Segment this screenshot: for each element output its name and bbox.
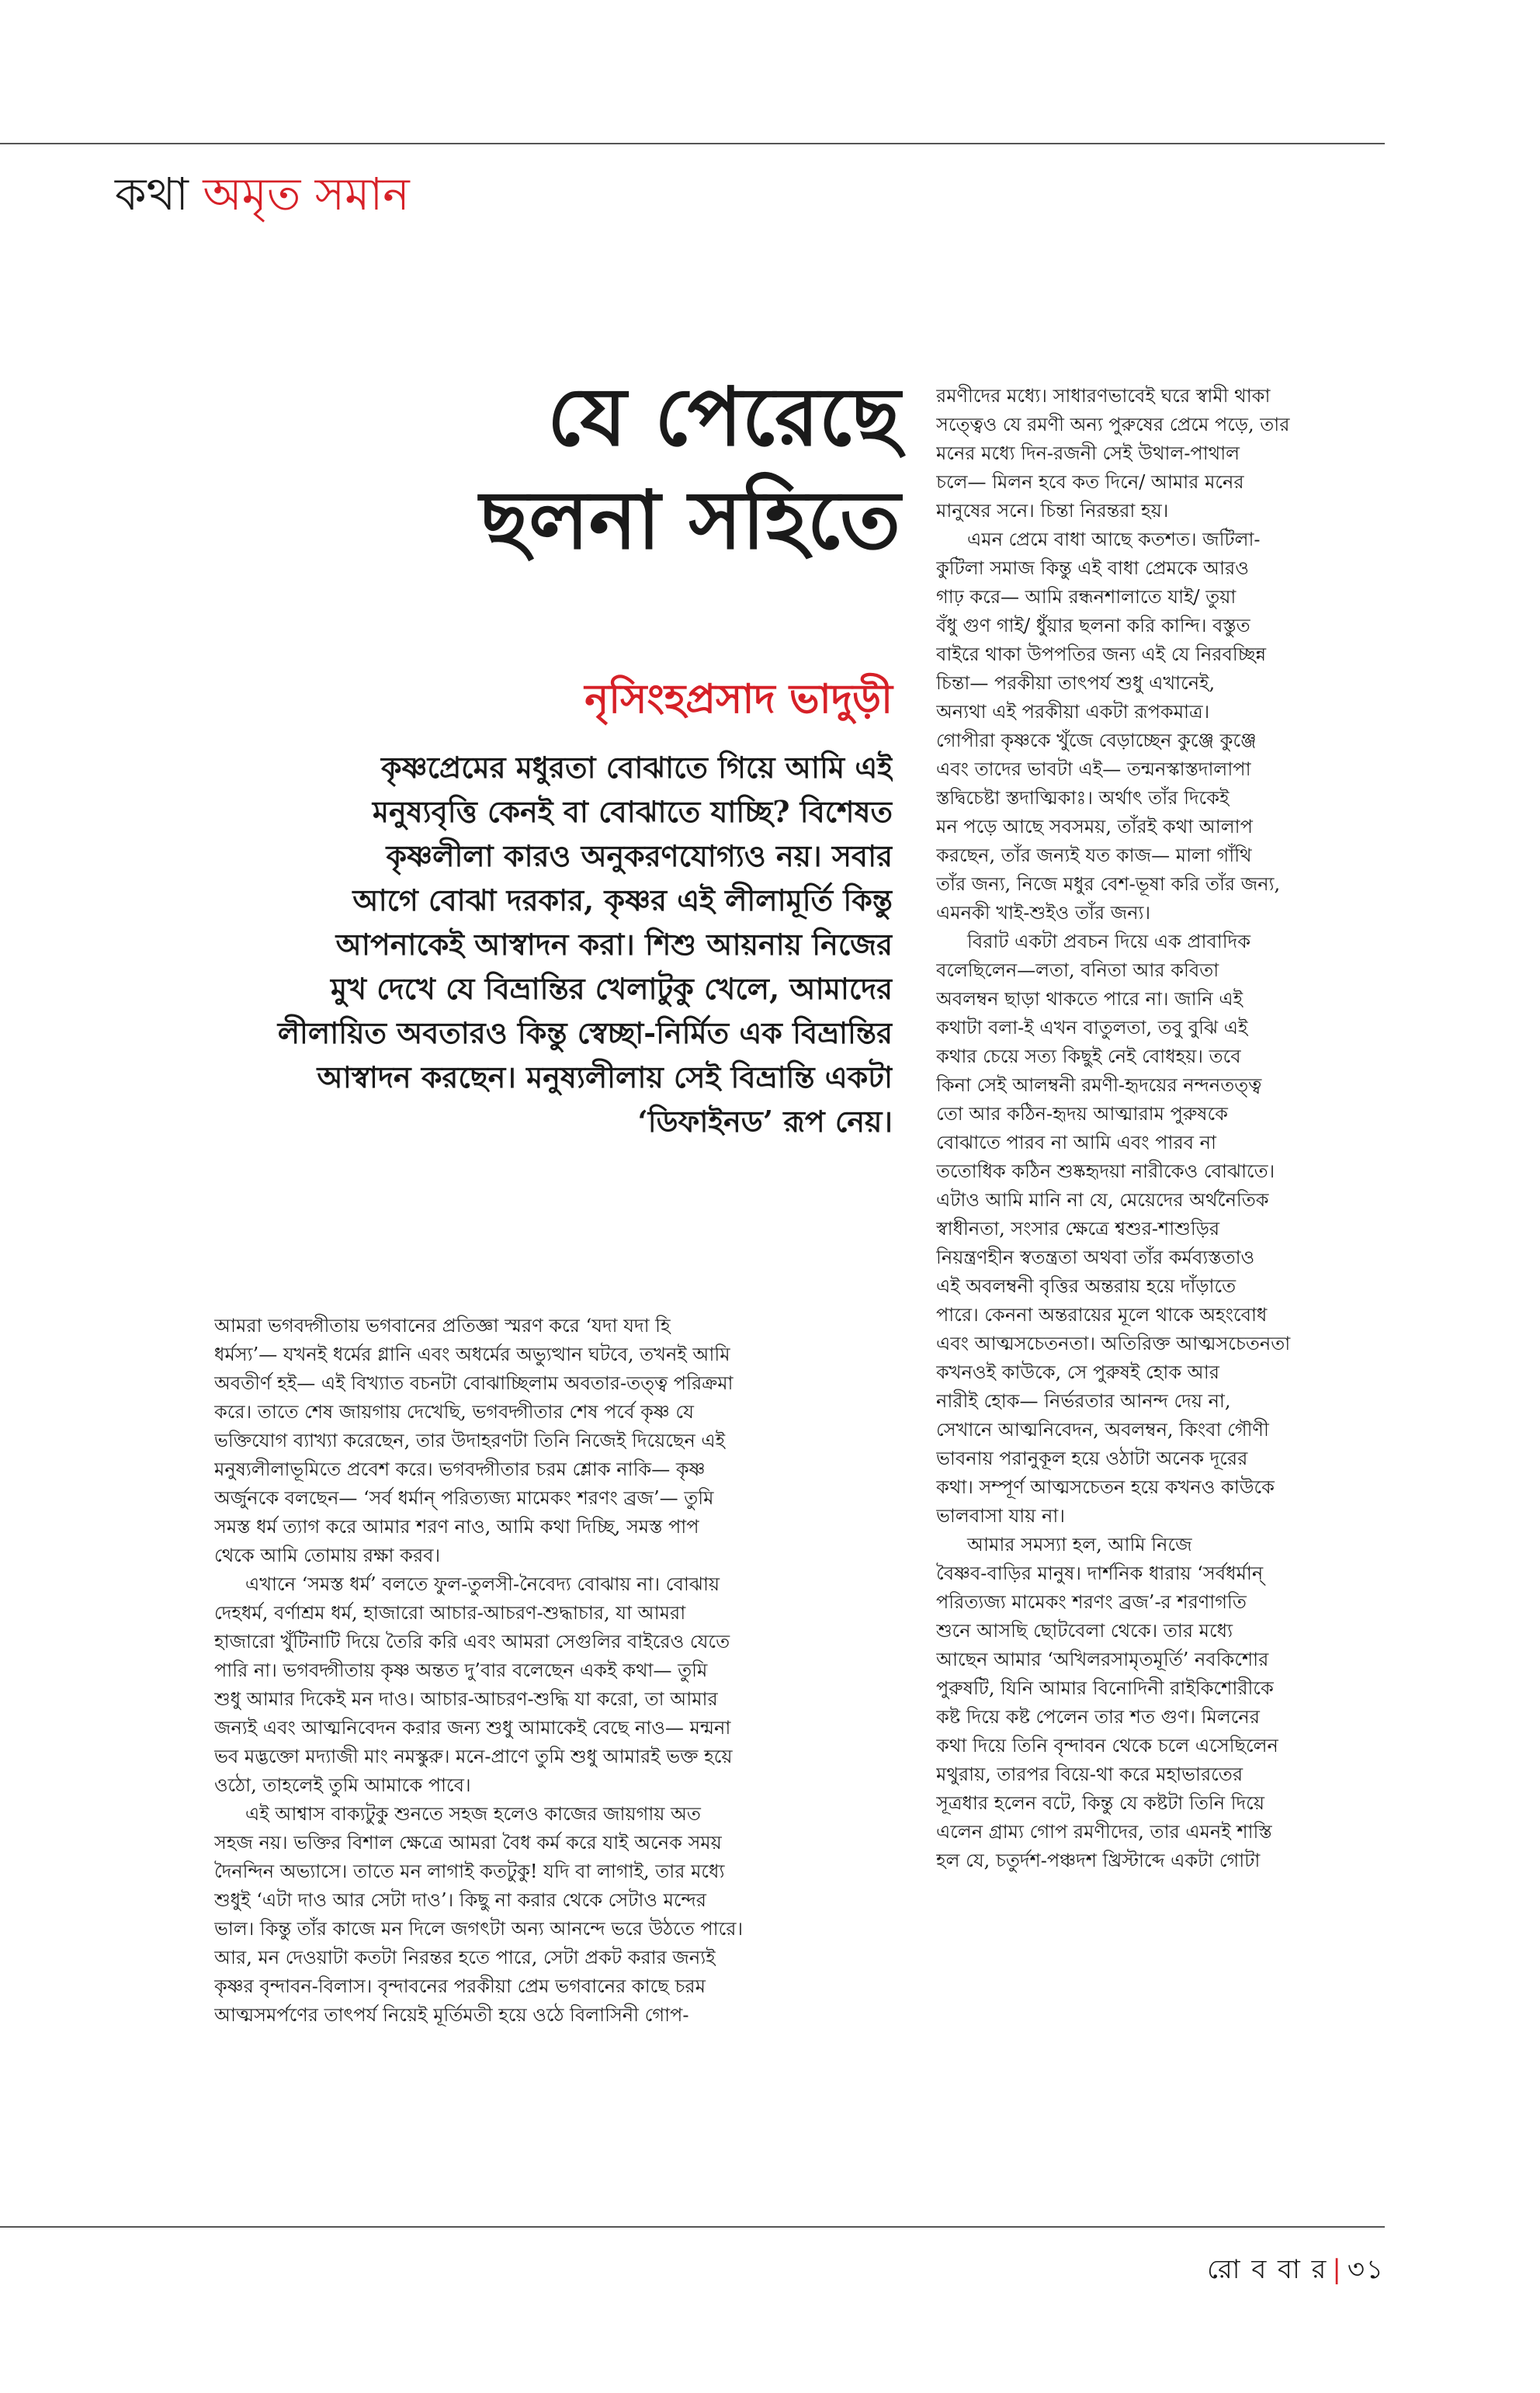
body-line: চিন্তা— পরকীয়া তাৎপর্য শুধু এখানেই, [936, 672, 1216, 694]
body-line: থেকে আমি তোমায় রক্ষা করব। [214, 1545, 441, 1566]
body-line: ভাবনায় পরানুকূল হয়ে ওঠাটা অনেক দূরের [936, 1448, 1248, 1469]
body-line: তো আর কঠিন-হৃদয় আত্মারাম পুরুষকে [936, 1103, 1228, 1125]
body-line: গাঢ় করে— আমি রন্ধনশালাতে যাই/ তুয়া [936, 586, 1237, 608]
body-line: রমণীদের মধ্যে। সাধারণভাবেই ঘরে স্বামী থাকা [936, 385, 1271, 407]
headline-line-1: যে পেরেছে [547, 369, 900, 464]
body-line: শুনে আসছি ছোটবেলা থেকে। তার মধ্যে [936, 1620, 1233, 1642]
body-line: বলেছিলেন—লতা, বনিতা আর কবিতা [936, 959, 1219, 981]
body-line: বোঝাতে পারব না আমি এবং পারব না [936, 1132, 1216, 1153]
body-line: পুরুষটি, যিনি আমার বিনোদিনী রাইকিশোরীকে [936, 1677, 1274, 1699]
body-line: কথাটা বলা-ই এখন বাতুলতা, তবু বুঝি এই [936, 1017, 1248, 1039]
bottom-rule [0, 2226, 1385, 2228]
body-line: কুটিলা সমাজ কিন্তু এই বাধা প্রেমকে আরও [936, 557, 1249, 579]
body-line: এলেন গ্রাম্য গোপ রমণীদের, তার এমনই শাস্তি [936, 1821, 1272, 1843]
body-line: করছেন, তাঁর জন্যই যত কাজ— মালা গাঁথি [936, 844, 1252, 866]
body-line: এটাও আমি মানি না যে, মেয়েদের অর্থনৈতিক [936, 1189, 1269, 1211]
body-line: শুধুই ‘এটা দাও আর সেটা দাও’। কিছু না করার থেকে সেটাও মন্দের [214, 1889, 707, 1911]
body-line: মনুষ্যলীলাভূমিতে প্রবেশ করে। ভগবদ্গীতার চরম শ্লোক নাকি— কৃষ্ণ [214, 1458, 706, 1480]
body-line: ভব মদ্ভক্তো মদ্যাজী মাং নমস্কুরু। মনে-প্রাণে তুমি শুধু আমারই ভক্ত হয়ে [214, 1746, 733, 1767]
standfirst-line: মনুষ্যবৃত্তি কেনই বা বোঝাতে যাচ্ছি? বিশেষত [372, 794, 893, 829]
top-rule [0, 143, 1385, 144]
body-line: বিরাট একটা প্রবচন দিয়ে এক প্রাবাদিক [967, 931, 1251, 952]
body-line: বাইরে থাকা উপপতির জন্য এই যে নিরবচ্ছিন্ন [936, 643, 1267, 665]
body-line: গোপীরা কৃষ্ণকে খুঁজে বেড়াচ্ছেন কুঞ্জে কুঞ্জে [936, 730, 1257, 751]
body-line: ভাল। কিন্তু তাঁর কাজে মন দিলে জগৎটা অন্য আনন্দে ভরে উঠতে পারে। [214, 1918, 744, 1940]
body-line: এমনকী খাই-শুইও তাঁর জন্য। [936, 902, 1151, 924]
body-line: কষ্ট দিয়ে কষ্ট পেলেন তার শত গুণ। মিলনের [936, 1706, 1260, 1728]
body-line: কখনওই কাউকে, সে পুরুষই হোক আর [936, 1361, 1219, 1383]
body-line: দৈনন্দিন অভ্যাসে। তাতে মন লাগাই কতটুকু! যদি বা লাগাই, তার মধ্যে [214, 1861, 725, 1882]
body-line: হাজারো খুঁটিনাটি দিয়ে তৈরি করি এবং আমরা সেগুলির বাইরেও যেতে [214, 1631, 730, 1653]
body-line: ভক্তিযোগ ব্যাখ্যা করেছেন, তার উদাহরণটা তিনি নিজেই দিয়েছেন এই [214, 1430, 726, 1451]
body-line: এমন প্রেমে বাধা আছে কতশত। জটিলা- [967, 529, 1261, 550]
body-line: ততোধিক কঠিন শুষ্কহৃদয়া নারীকেও বোঝাতে। [936, 1160, 1275, 1182]
body-line: ওঠো, তাহলেই তুমি আমাকে পাবে। [214, 1774, 471, 1796]
section-label [115, 160, 410, 235]
page-footer [1207, 2249, 1385, 2294]
body-line: কৃষ্ণর বৃন্দাবন-বিলাস। বৃন্দাবনের পরকীয়া প্রেম ভগবানের কাছে চরম [214, 1975, 706, 1997]
body-line: শুধু আমার দিকেই মন দাও। আচার-আচরণ-শুদ্ধি যা করো, তা আমার [214, 1688, 718, 1710]
body-line: কথা দিয়ে তিনি বৃন্দাবন থেকে চলে এসেছিলেন [936, 1735, 1278, 1757]
headline-line-2: ছলনা সহিতে [480, 472, 900, 568]
body-line: নিয়ন্ত্রণহীন স্বতন্ত্রতা অথবা তাঁর কর্মব্যস্ততাও [936, 1247, 1255, 1268]
body-line: আত্মসমর্পণের তাৎপর্য নিয়েই মূর্তিমতী হয়ে ওঠে বিলাসিনী গোপ- [214, 2004, 689, 2026]
body-line: পারি না। ভগবদ্গীতায় কৃষ্ণ অন্তত দু’বার বলেছেন একই কথা— তুমি [214, 1659, 708, 1681]
body-column-right [936, 382, 1402, 1875]
body-line: করে। তাতে শেষ জায়গায় দেখেছি, ভগবদ্গীতার শেষ পর্বে কৃষ্ণ যে [214, 1401, 694, 1423]
body-line: নারীই হোক— নির্ভরতার আনন্দ দেয় না, [936, 1390, 1231, 1412]
page-number: ৩১ [1347, 2254, 1385, 2285]
standfirst-line: আপনাকেই আস্বাদন করা। শিশু আয়নায় নিজের [335, 927, 893, 962]
magazine-name: রো ব বা র [1207, 2254, 1328, 2285]
body-line: সমস্ত ধর্ম ত্যাগ করে আমার শরণ নাও, আমি কথা দিচ্ছি, সমস্ত পাপ [214, 1516, 699, 1538]
body-line: এখানে ‘সমস্ত ধর্ম’ বলতে ফুল-তুলসী-নৈবেদ্য বোঝায় না। বোঝায় [245, 1573, 720, 1595]
body-line: সেখানে আত্মনিবেদন, অবলম্বন, কিংবা গৌণী [936, 1419, 1269, 1441]
body-line: কথার চেয়ে সত্য কিছুই নেই বোধহয়। তবে [936, 1046, 1241, 1067]
body-line: মথুরায়, তারপর বিয়ে-থা করে মহাভারতের [936, 1764, 1243, 1785]
standfirst-line: ‘ডিফাইনড’ রূপ নেয়। [637, 1104, 893, 1139]
body-line: এবং তাদের ভাবটা এই— তন্মনস্কাস্তদালাপা [936, 758, 1251, 780]
body-line: পরিত্যজ্য মামেকং শরণং ব্রজ’-র শরণাগতি [936, 1591, 1247, 1613]
body-line: পারে। কেননা অন্তরায়ের মূলে থাকে অহংবোধ [936, 1304, 1268, 1326]
headline [295, 365, 900, 571]
body-line: তাঁর জন্য, নিজে মধুর বেশ-ভূষা করি তাঁর জন্য, [936, 873, 1281, 895]
body-line: চলে— মিলন হবে কত দিনে/ আমার মনের [936, 471, 1244, 493]
body-line: এই আশ্বাস বাক্যটুকু শুনতে সহজ হলেও কাজের জায়গায় অত [245, 1803, 701, 1825]
body-line: ধর্মস্য’— যখনই ধর্মের গ্লানি এবং অধর্মের অভ্যুত্থান ঘটবে, তখনই আমি [214, 1344, 730, 1365]
body-line: আমার সমস্যা হল, আমি নিজে [967, 1534, 1192, 1555]
body-line: অন্যথা এই পরকীয়া একটা রূপকমাত্র। [936, 701, 1210, 723]
section-label-part1: কথা [115, 168, 203, 220]
body-line: মানুষের সনে। চিন্তা নিরন্তরা হয়। [936, 500, 1169, 522]
body-line: আর, মন দেওয়াটা কতটা নিরন্তর হতে পারে, সেটা প্রকট করার জন্যই [214, 1947, 716, 1968]
body-line: এই অবলম্বনী বৃত্তির অন্তরায় হয়ে দাঁড়াতে [936, 1275, 1237, 1297]
standfirst [116, 745, 893, 1143]
body-line: অবতীর্ণ হই— এই বিখ্যাত বচনটা বোঝাচ্ছিলাম অবতার-তত্ত্ব পরিক্রমা [214, 1372, 734, 1394]
body-line: কিনা সেই আলম্বনী রমণী-হৃদয়ের নন্দনতত্ত্ব [936, 1074, 1262, 1096]
body-line: কথা। সম্পূর্ণ আত্মসচেতন হয়ে কখনও কাউকে [936, 1476, 1275, 1498]
body-line: অবলম্বন ছাড়া থাকতে পারে না। জানি এই [936, 988, 1243, 1010]
body-line: সূত্রধার হলেন বটে, কিন্তু যে কষ্টটা তিনি দিয়ে [936, 1792, 1264, 1814]
body-line: বঁধু গুণ গাই/ ধুঁয়ার ছলনা করি কান্দি। বস্তুত [936, 615, 1250, 636]
body-line: স্তদ্বিচেষ্টা স্তদাত্মিকাঃ। অর্থাৎ তাঁর দিকেই [936, 787, 1230, 809]
standfirst-line: কৃষ্ণপ্রেমের মধুরতা বোঝাতে গিয়ে আমি এই [380, 750, 893, 785]
body-line: স্বাধীনতা, সংসার ক্ষেত্রে শ্বশুর-শাশুড়ির [936, 1218, 1220, 1240]
body-line: ভালবাসা যায় না। [936, 1505, 1065, 1527]
body-line: সত্ত্বেও যে রমণী অন্য পুরুষের প্রেমে পড়ে, তার [936, 414, 1290, 435]
body-line: মনের মধ্যে দিন-রজনী সেই উথাল-পাথাল [936, 442, 1240, 464]
body-line: এবং আত্মসচেতনতা। অতিরিক্ত আত্মসচেতনতা [936, 1333, 1291, 1354]
standfirst-line: আস্বাদন করছেন। মনুষ্যলীলায় সেই বিভ্রান্তি একটা [317, 1060, 893, 1094]
standfirst-line: কৃষ্ণলীলা কারও অনুকরণযোগ্যও নয়। সবার [386, 838, 893, 873]
footer-separator: | [1332, 2254, 1343, 2285]
body-line: জন্যই এবং আত্মনিবেদন করার জন্য শুধু আমাকেই বেছে নাও— মন্মনা [214, 1717, 731, 1739]
body-line: হল যে, চতুর্দশ-পঞ্চদশ খ্রিস্টাব্দে একটা গোটা [936, 1850, 1261, 1871]
body-line: বৈষ্ণব-বাড়ির মানুষ। দার্শনিক ধারায় ‘সর্বধর্মান্ [936, 1562, 1264, 1584]
body-line: সহজ নয়। ভক্তির বিশাল ক্ষেত্রে আমরা বৈধ কর্ম করে যাই অনেক সময় [214, 1832, 722, 1854]
body-line: অর্জুনকে বলছেন— ‘সর্ব ধর্মান্ পরিত্যজ্য মামেকং শরণং ব্রজ’— তুমি [214, 1487, 714, 1509]
body-line: আমরা ভগবদ্গীতায় ভগবানের প্রতিজ্ঞা স্মরণ করে ‘যদা যদা হি [214, 1315, 671, 1337]
standfirst-line: লীলায়িত অবতারও কিন্তু স্বেচ্ছা-নির্মিত এক বিভ্রান্তির [277, 1015, 893, 1050]
author-name: নৃসিংহপ্রসাদ ভাদুড়ী [584, 675, 893, 723]
body-line: আছেন আমার ‘অখিলরসামৃতমূর্তি’ নবকিশোর [936, 1649, 1269, 1670]
standfirst-line: মুখ দেখে যে বিভ্রান্তির খেলাটুকু খেলে, আমাদের [330, 971, 893, 1006]
body-line: মন পড়ে আছে সবসময়, তাঁরই কথা আলাপ [936, 816, 1253, 838]
section-label-part2: অমৃত সমান [203, 168, 410, 220]
standfirst-line: আগে বোঝা দরকার, কৃষ্ণর এই লীলামূর্তি কিন্তু [352, 883, 893, 917]
body-column-left [214, 1312, 890, 2030]
body-line: দেহধর্ম, বর্ণাশ্রম ধর্ম, হাজারো আচার-আচরণ-শুদ্ধাচার, যা আমরা [214, 1602, 686, 1624]
